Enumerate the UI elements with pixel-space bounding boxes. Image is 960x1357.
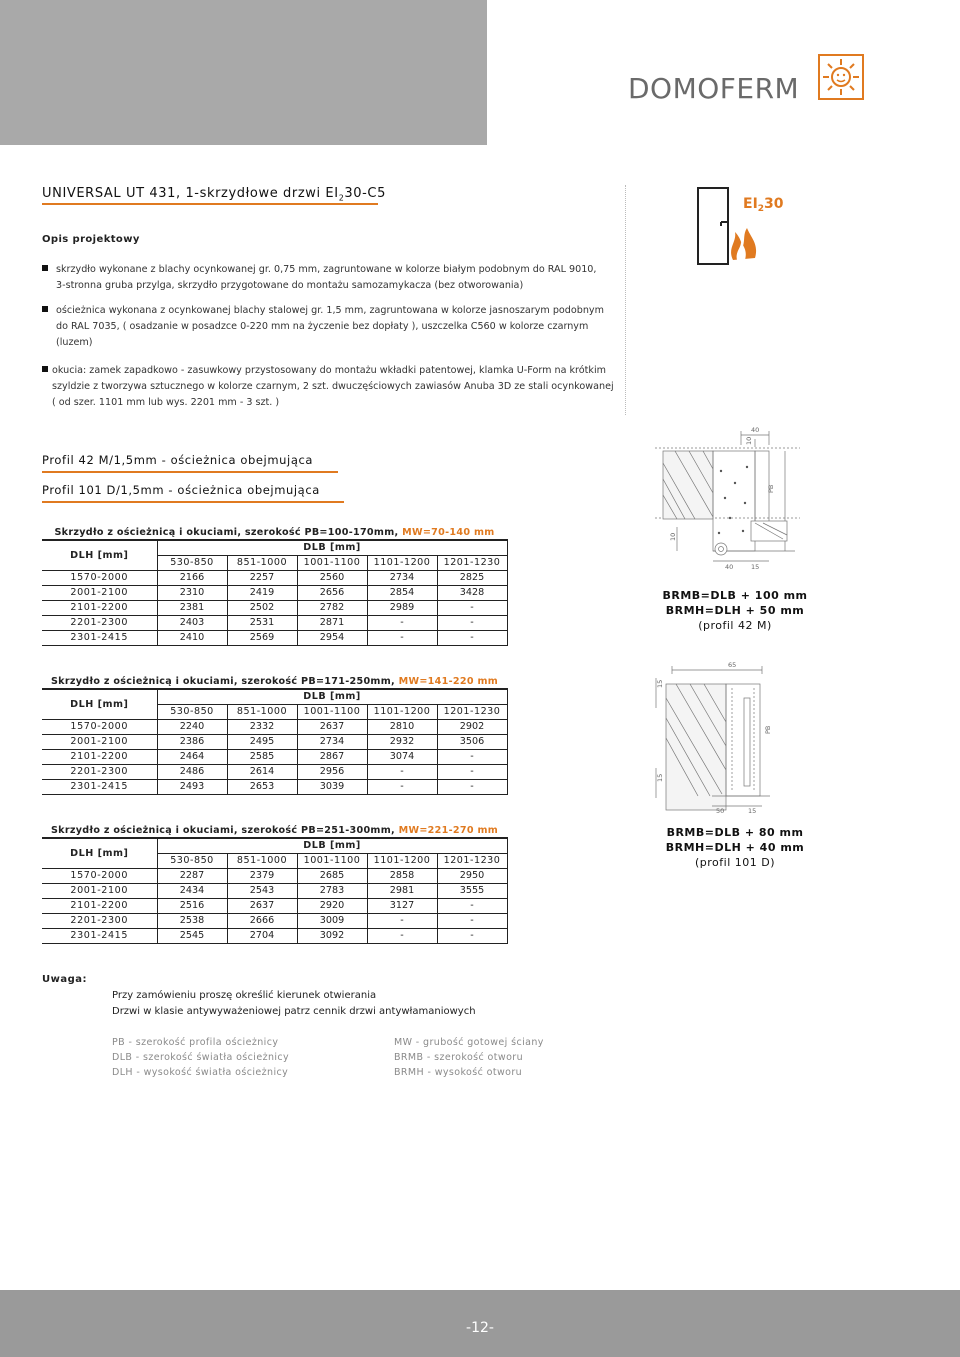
header-gray-block	[0, 0, 487, 145]
dimension-label: 40	[751, 426, 760, 434]
profile-42-section-drawing	[655, 423, 800, 571]
table-row: 2001-2100 2310 2419 2656 2854 3428	[42, 585, 507, 600]
note-line: Drzwi w klasie antywyważeniowej patrz cennik drzwi antywłamaniowych	[112, 1006, 476, 1017]
section-heading: Opis projektowy	[42, 234, 140, 245]
dimension-label: 65	[728, 661, 737, 669]
table-caption: Skrzydło z ościeżnicą i okuciami, szerokość PB=251-300mm, MW=221-270 mm	[42, 824, 507, 838]
profile-101-underline	[42, 501, 344, 503]
notes-heading: Uwaga:	[42, 974, 88, 985]
legend-item: MW - grubość gotowej ściany	[394, 1037, 544, 1048]
column-header: 851-1000	[227, 704, 297, 719]
legend-left	[112, 1035, 289, 1080]
dlb-header: DLB [mm]	[157, 540, 507, 555]
title-underline	[42, 203, 378, 205]
table-row: 2101-2200 2516 2637 2920 3127 -	[42, 898, 507, 913]
table-row: 2301-2415 2410 2569 2954 - -	[42, 630, 507, 645]
table-row: 2201-2300 2486 2614 2956 - -	[42, 764, 507, 779]
profile-101-formula: BRMB=DLB + 80 mm BRMH=DLH + 40 mm (profil 101 D)	[665, 826, 805, 869]
profile-42-formula: BRMB=DLB + 100 mm BRMH=DLH + 50 mm (profil 42 M)	[662, 589, 808, 632]
dimension-label: 15	[656, 773, 664, 782]
profile-101-heading: Profil 101 D/1,5mm - ościeżnica obejmująca	[42, 483, 320, 497]
table-caption-row	[42, 675, 507, 689]
table-row: 1570-2000 2287 2379 2685 2858 2950	[42, 868, 507, 883]
column-header: 851-1000	[227, 555, 297, 570]
svg-text:EI230: $EI_230$	[743, 196, 784, 214]
legend-item: BRMB - szerokość otworu	[394, 1052, 524, 1063]
table-row: 1570-2000 2240 2332 2637 2810 2902	[42, 719, 507, 734]
table-row: 2201-2300 2538 2666 3009 - -	[42, 913, 507, 928]
column-header: 1201-1230	[437, 555, 507, 570]
dlb-header: DLB [mm]	[157, 838, 507, 853]
column-header: 1201-1230	[437, 853, 507, 868]
door-fire-icon	[697, 186, 794, 266]
dimension-table-1	[42, 526, 508, 646]
column-header: 1101-1200	[367, 704, 437, 719]
description-item-hardware: okucia: zamek zapadkowo - zasuwkowy przystosowany do montażu wkładki patentowej, klamka U-Form na krótkim szyldzie z tworzywa sztucznego w kolorze czarnym, 2 szt. dwuczęściowych zawiasów Anuba 3D ze stali ocynkowanej ( od szer. 1101 mm lub wys. 2201 mm - 3 szt. )	[42, 363, 632, 411]
ei30-badge	[697, 186, 794, 266]
dimension-label: PB	[764, 725, 772, 734]
brand-name: DOMOFERM	[628, 72, 800, 105]
dimension-label: 50	[716, 807, 725, 815]
dimension-table-3	[42, 824, 508, 944]
document-title: UNIVERSAL UT 431, 1-skrzydłowe drzwi $EI_230-C5$	[42, 186, 386, 203]
legend-item: PB - szerokość profila ościeżnicy	[112, 1037, 279, 1048]
dlh-header: DLH [mm]	[42, 689, 157, 719]
note-line: Przy zamówieniu proszę określić kierunek otwierania	[112, 990, 377, 1001]
dimension-label: 15	[751, 563, 760, 571]
table-row: 2201-2300 2403 2531 2871 - -	[42, 615, 507, 630]
column-header: 1001-1100	[297, 853, 367, 868]
table-caption: Skrzydło z ościeżnicą i okuciami, szerokość PB=171-250mm, MW=141-220 mm	[42, 675, 507, 689]
table-row: 2001-2100 2386 2495 2734 2932 3506	[42, 734, 507, 749]
dimension-label: 15	[748, 807, 757, 815]
table-row: 2301-2415 2545 2704 3092 - -	[42, 928, 507, 943]
column-header: 1101-1200	[367, 853, 437, 868]
column-header: 530-850	[157, 853, 227, 868]
column-header: 530-850	[157, 555, 227, 570]
bullet-icon	[42, 366, 48, 372]
bullet-icon	[42, 265, 48, 271]
legend-item: BRMH - wysokość otworu	[394, 1067, 523, 1078]
sun-logo-icon	[818, 54, 864, 100]
column-header: 851-1000	[227, 853, 297, 868]
column-header: 530-850	[157, 704, 227, 719]
legend-right	[394, 1035, 544, 1080]
column-header: 1101-1200	[367, 555, 437, 570]
bullet-icon	[42, 306, 48, 312]
profile-42-heading: Profil 42 M/1,5mm - ościeżnica obejmująca	[42, 453, 314, 467]
legend-item: DLB - szerokość światła ościeżnicy	[112, 1052, 290, 1063]
page-number: -12-	[466, 1320, 494, 1336]
dimension-label: 40	[725, 563, 734, 571]
dlh-header: DLH [mm]	[42, 838, 157, 868]
table-caption: Skrzydło z ościeżnicą i okuciami, szerokość PB=100-170mm, MW=70-140 mm	[42, 526, 507, 540]
table-caption-row	[42, 824, 507, 838]
column-header: 1001-1100	[297, 704, 367, 719]
column-header: 1201-1230	[437, 704, 507, 719]
legend-item: DLH - wysokość światła ościeżnicy	[112, 1067, 289, 1078]
table-caption-row	[42, 526, 507, 540]
table-header-row	[42, 540, 507, 555]
brand-logo	[628, 50, 868, 110]
column-header: 1001-1100	[297, 555, 367, 570]
table-header-row	[42, 689, 507, 704]
profile-101-section-drawing	[652, 658, 782, 816]
table-row: 2001-2100 2434 2543 2783 2981 3555	[42, 883, 507, 898]
dimension-label: 10	[745, 436, 753, 445]
dimension-label: 10	[669, 532, 677, 541]
dimension-label: PB	[767, 484, 775, 493]
table-row: 2301-2415 2493 2653 3039 - -	[42, 779, 507, 794]
dlb-header: DLB [mm]	[157, 689, 507, 704]
table-header-row	[42, 838, 507, 853]
table-row: 2101-2200 2381 2502 2782 2989 -	[42, 600, 507, 615]
table-row: 2101-2200 2464 2585 2867 3074 -	[42, 749, 507, 764]
dimension-label: 15	[656, 679, 664, 688]
dlh-header: DLH [mm]	[42, 540, 157, 570]
profile-42-underline	[42, 471, 338, 473]
dimension-table-2	[42, 675, 508, 795]
description-item-leaf: skrzydło wykonane z blachy ocynkowanej gr. 0,75 mm, zagruntowane w kolorze białym podobnym do RAL 9010, 3-stronna gruba przylga, skrzydło przygotowane do montażu samozamykacza (bez otworowania)	[42, 262, 632, 294]
table-row: 1570-2000 2166 2257 2560 2734 2825	[42, 570, 507, 585]
description-item-frame: ościeżnica wykonana z ocynkowanej blachy stalowej gr. 1,5 mm, zagruntowana w kolorze jasnoszarym podobnym do RAL 7035, ( osadzanie w posadzce 0-220 mm na życzenie bez dopłaty ), uszczelka C560 w kolorze czarnym (luzem)	[42, 303, 632, 351]
